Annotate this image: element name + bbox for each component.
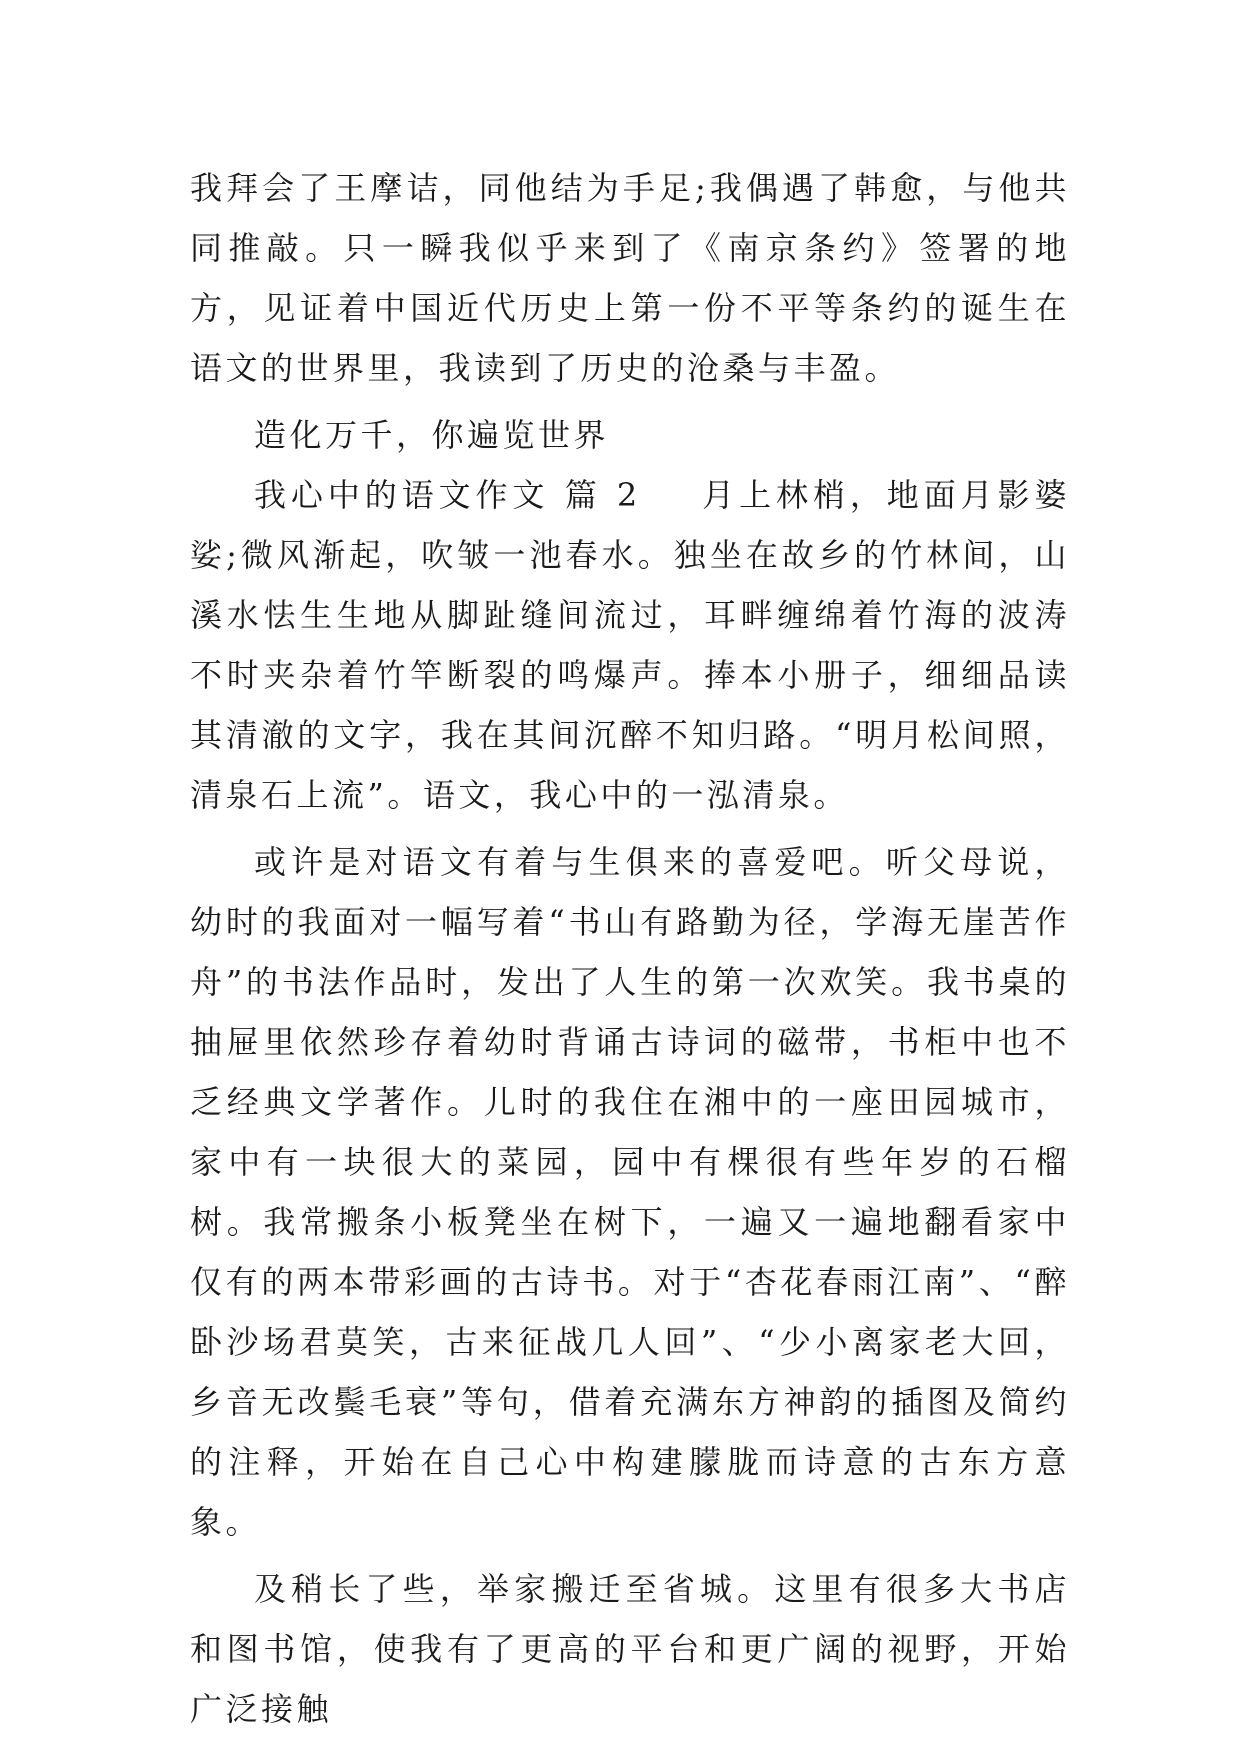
- document-body: [190, 158, 1070, 1739]
- essay-opening-text: 月上林梢，地面月影婆娑;微风渐起，吹皱一池春水。独坐在故乡的竹林间，山溪水怯生生地从脚趾缝间流过，耳畔缠绵着竹海的波涛不时夹杂着竹竿断裂的鸣爆声。捧本小册子，细细品读其清澈的文字，我在其间沉醉不知归路。“明月松间照，清泉石上流”。语文，我心中的一泓清泉。: [190, 476, 1070, 814]
- paragraph-section-line: 造化万千，你遍览世界: [254, 416, 610, 454]
- paragraph-essay-start: [190, 465, 1070, 825]
- paragraph-childhood: 或许是对语文有着与生俱来的喜爱吧。听父母说，幼时的我面对一幅写着“书山有路勤为径，学海无崖苦作舟”的书法作品时，发出了人生的第一次欢笑。我书桌的抽屉里依然珍存着幼时背诵古诗词的磁带，书柜中也不乏经典文学著作。儿时的我住在湘中的一座田园城市，家中有一块很大的菜园，园中有棵很有些年岁的石榴树。我常搬条小板凳坐在树下，一遍又一遍地翻看家中仅有的两本带彩画的古诗书。对于“杏花春雨江南”、“醉卧沙场君莫笑，古来征战几人回”、“少小离家老大回，乡音无改鬓毛衰”等句，借着充满东方神韵的插图及简约的注释，开始在自己心中构建朦胧而诗意的古东方意象。: [190, 843, 1070, 1541]
- essay-heading: 我心中的语文作文: [254, 476, 550, 514]
- paragraph-history: 我拜会了王摩诘，同他结为手足;我偶遇了韩愈，与他共同推敲。只一瞬我似乎来到了《南京条约》签署的地方，见证着中国近代历史上第一份不平等条约的诞生在语文的世界里，我读到了历史的沧桑与丰盈。: [190, 169, 1070, 387]
- paragraph-moving: 及稍长了些，举家搬迁至省城。这里有很多大书店和图书馆，使我有了更高的平台和更广阔的视野，开始广泛接触: [190, 1570, 1070, 1728]
- essay-part-label: 篇 2: [563, 476, 641, 514]
